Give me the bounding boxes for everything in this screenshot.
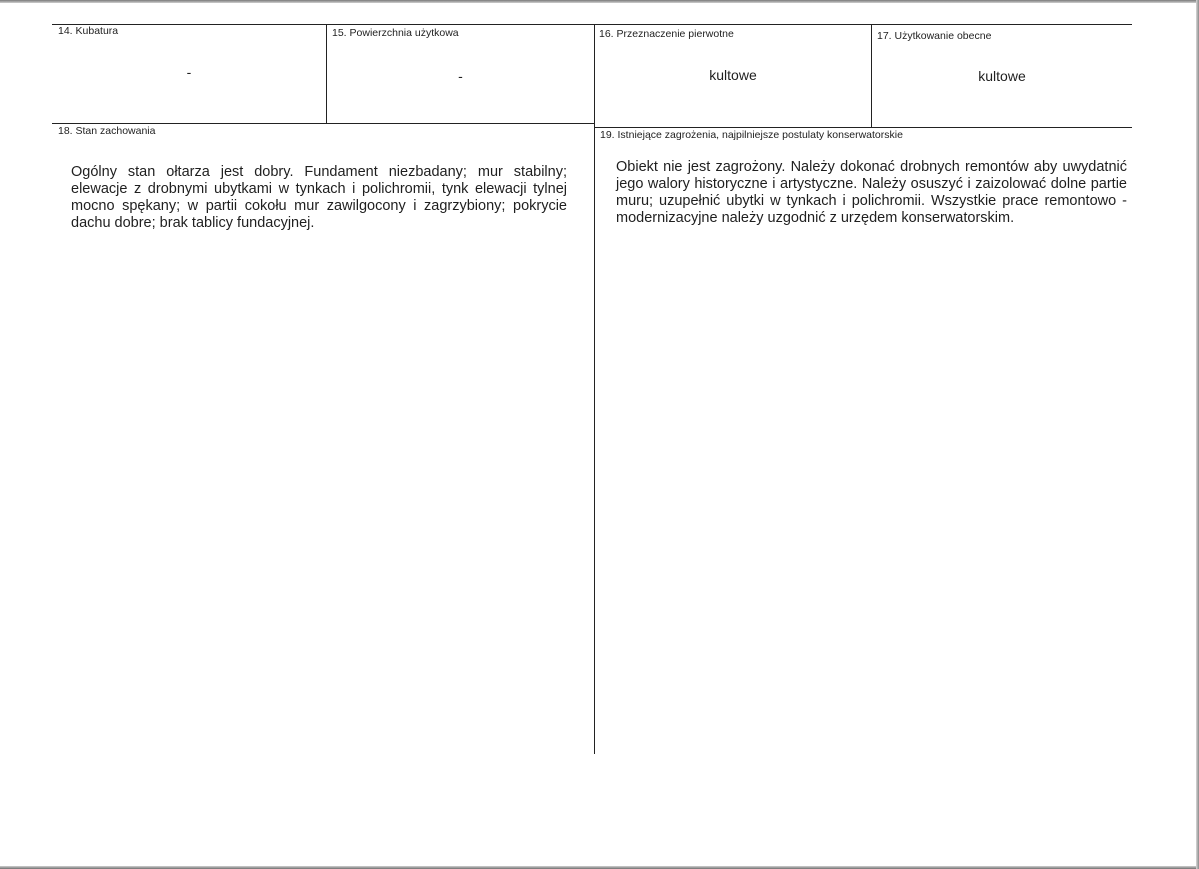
uzytkowanie-label: 17. Użytkowanie obecne: [877, 30, 992, 42]
powierzchnia-value: -: [458, 68, 463, 84]
przeznaczenie-label: 16. Przeznaczenie pierwotne: [599, 28, 734, 40]
stan-text: Ogólny stan ołtarza jest dobry. Fundament niezbadany; mur stabilny; elewacje z drobnymi ubytkami w tynkach i polichromii, tynk elewacji tylnej mocno spękany; w partii cokołu mur zawilgocony i zagrzybiony; pokrycie dachu dobre; brak tablicy fundacyjnej.: [71, 164, 567, 231]
uzytkowanie-value: kultowe: [978, 68, 1026, 84]
scan-edge-top: [0, 0, 1199, 3]
row2-top-border-right: [595, 127, 1132, 128]
powierzchnia-label: 15. Powierzchnia użytkowa: [332, 27, 459, 39]
row1-top-border: [52, 24, 1132, 25]
stan-label: 18. Stan zachowania: [58, 125, 156, 137]
przeznaczenie-value: kultowe: [709, 67, 757, 83]
row2-top-border-left: [52, 123, 595, 124]
col-divider-2: [594, 24, 595, 754]
zagrozenia-text: Obiekt nie jest zagrożony. Należy dokonać drobnych remontów aby uwydatnić jego walory historyczne i artystyczne. Należy osuszyć i zaizolować dolne partie muru; uzupełnić ubytki w tynkach i polichromii. Wszystkie prace remontowo - modernizacyjne należy uzgodnić z urzędem konserwatorskim.: [616, 159, 1127, 226]
zagrozenia-label: 19. Istniejące zagrożenia, najpilniejsze postulaty konserwatorskie: [600, 129, 903, 141]
kubatura-value: -: [186, 64, 192, 80]
kubatura-label: 14. Kubatura: [58, 25, 119, 37]
